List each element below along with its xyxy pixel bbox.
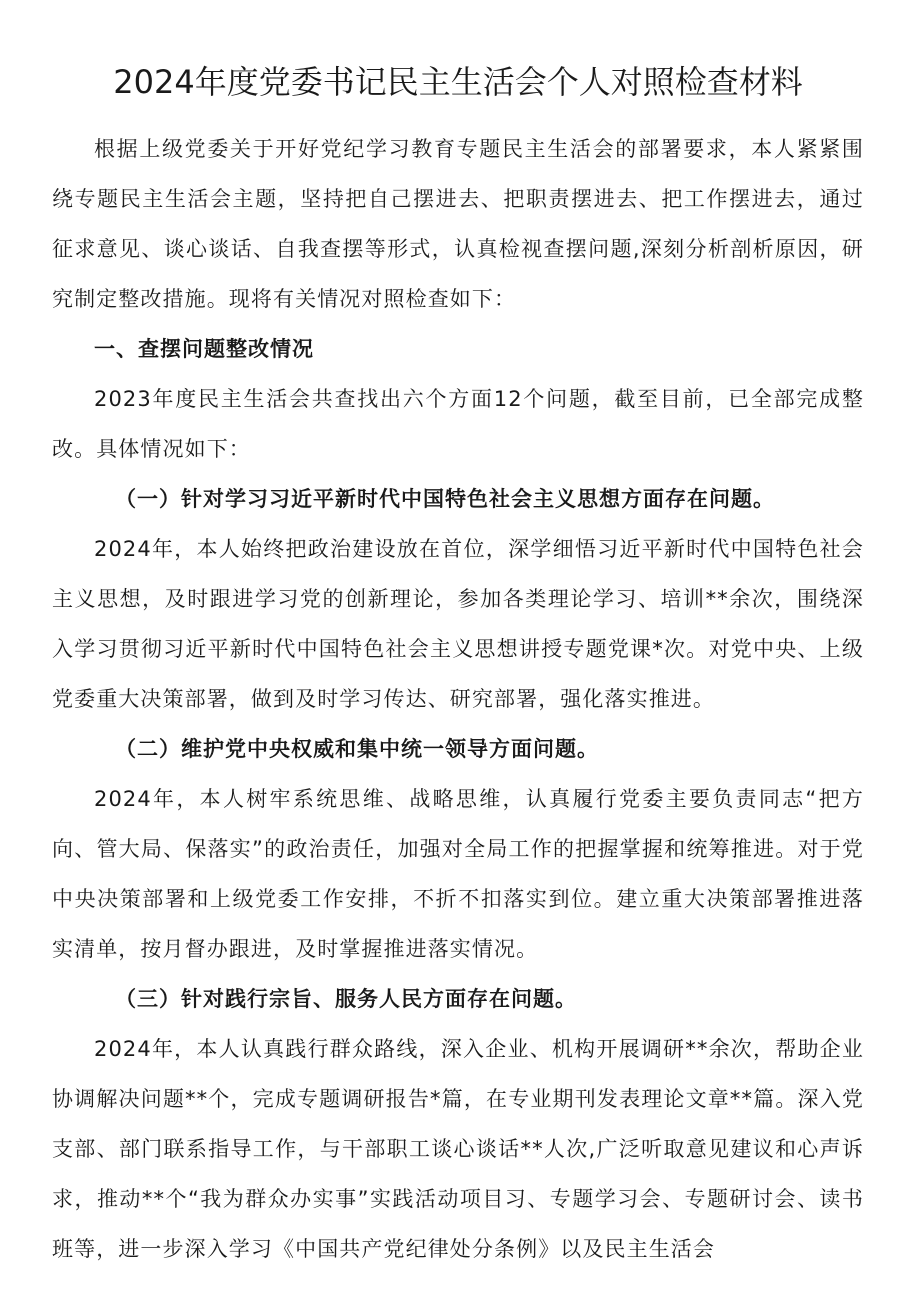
section-intro-paragraph: 2023年度民主生活会共查找出六个方面12个问题，截至目前，已全部完成整改。具体情况如下：	[52, 387, 864, 461]
subsection-heading-3: （三）针对践行宗旨、服务人民方面存在问题。	[115, 987, 577, 1011]
subsection-body-1: 2024年，本人始终把政治建设放在首位，深学细悟习近平新时代中国特色社会主义思想，及时跟进学习党的创新理论，参加各类理论学习、培训**余次，围绕深入学习贯彻习近平新时代中国特色社会主义思想讲授专题党课*次。对党中央、上级党委重大决策部署，做到及时学习传达、研究部署，强化落实推进。	[52, 537, 864, 711]
intro-paragraph: 根据上级党委关于开好党纪学习教育专题民主生活会的部署要求，本人紧紧围绕专题民主生活会主题，坚持把自己摆进去、把职责摆进去、把工作摆进去，通过征求意见、谈心谈话、自我查摆等形式，认真检视查摆问题,深刻分析剖析原因，研究制定整改措施。现将有关情况对照检查如下：	[52, 137, 864, 311]
subsection-body-3: 2024年，本人认真践行群众路线，深入企业、机构开展调研**余次，帮助企业协调解决问题**个，完成专题调研报告*篇，在专业期刊发表理论文章**篇。深入党支部、部门联系指导工作，与干部职工谈心谈话**人次,广泛听取意见建议和心声诉求，推动**个“我为群众办实事”实践活动项目习、专题学习会、专题研讨会、读书班等，进一步深入学习《中国共产党纪律处分条例》以及民主生活会	[52, 1037, 864, 1261]
section-heading-1: 一、查摆问题整改情况	[94, 337, 314, 361]
subsection-heading-1: （一）针对学习习近平新时代中国特色社会主义思想方面存在问题。	[115, 487, 775, 511]
subsection-body-2: 2024年，本人树牢系统思维、战略思维，认真履行党委主要负责同志“把方向、管大局、保落实”的政治责任，加强对全局工作的把握掌握和统筹推进。对于党中央决策部署和上级党委工作安排，不折不扣落实到位。建立重大决策部署推进落实清单，按月督办跟进，及时掌握推进落实情况。	[52, 787, 864, 961]
subsection-heading-2: （二）维护党中央权威和集中统一领导方面问题。	[115, 737, 599, 761]
document-title: 2024年度党委书记民主生活会个人对照检查材料	[113, 63, 803, 101]
